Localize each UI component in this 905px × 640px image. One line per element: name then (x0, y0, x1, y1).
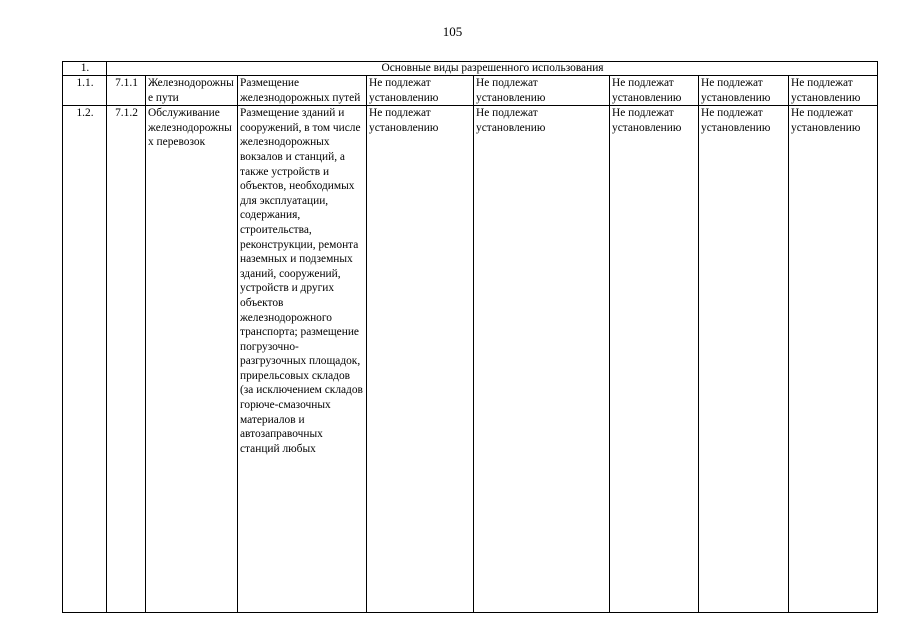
row-description: Размещение железнодорожных путей (238, 76, 367, 106)
section-index: 1. (63, 62, 107, 76)
row-name: Обслуживание железнодорожных перевозок (146, 106, 238, 613)
row-param: Не подлежат установлению (474, 76, 610, 106)
row-param: Не подлежат установлению (789, 76, 878, 106)
section-header-row (63, 62, 878, 76)
section-title: Основные виды разрешенного использования (107, 62, 878, 76)
row-index: 1.2. (63, 106, 107, 613)
land-use-table (62, 61, 878, 613)
table-row (63, 106, 878, 613)
row-description: Размещение зданий и сооружений, в том числе железнодорожных вокзалов и станций, а также устройств и объектов, необходимых для эксплуатации, содержания, строительства, реконструкции, ремонта наземных и подземных зданий, сооружений, устройств и других объектов железнодорожного транспорта; размещение погрузочно-разгрузочных площадок, прирельсовых складов (за исключением складов горюче-смазочных материалов и автозаправочных станций любых (238, 106, 367, 613)
row-param: Не подлежат установлению (699, 106, 789, 613)
table-row (63, 76, 878, 106)
row-param: Не подлежат установлению (610, 76, 699, 106)
row-param: Не подлежат установлению (367, 106, 474, 613)
row-index: 1.1. (63, 76, 107, 106)
row-code: 7.1.2 (107, 106, 146, 613)
row-param: Не подлежат установлению (474, 106, 610, 613)
row-code: 7.1.1 (107, 76, 146, 106)
page-number: 105 (442, 24, 463, 39)
row-param: Не подлежат установлению (610, 106, 699, 613)
row-param: Не подлежат установлению (699, 76, 789, 106)
row-param: Не подлежат установлению (367, 76, 474, 106)
row-name: Железнодорожные пути (146, 76, 238, 106)
row-param: Не подлежат установлению (789, 106, 878, 613)
